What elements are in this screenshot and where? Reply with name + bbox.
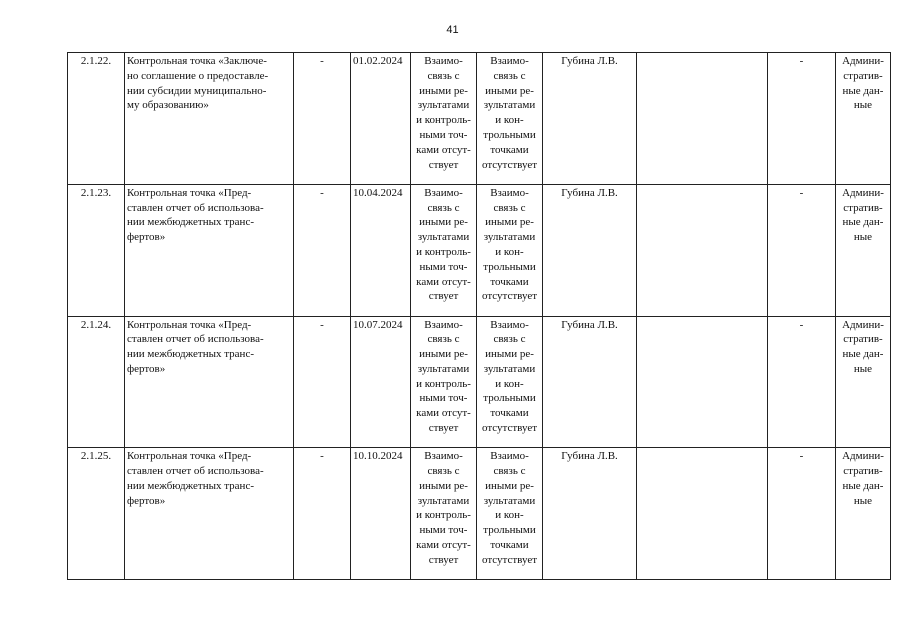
data-source-cell — [836, 316, 891, 448]
relation-line: связь с — [427, 465, 460, 478]
relation-line: зультатами — [483, 99, 536, 112]
data-source-line: стратив- — [843, 333, 883, 346]
control-point-name-line: нии межбюджетных транс- — [127, 479, 254, 492]
data-source-line: ные дан- — [842, 479, 884, 492]
data-source-line: Админи- — [842, 450, 884, 463]
empty-cell — [637, 53, 768, 185]
relation-line: ствует — [428, 158, 459, 171]
control-point-name-line: Контрольная точка «Пред- — [127, 318, 252, 331]
dash-cell: - — [294, 184, 351, 316]
date-cell: 10.10.2024 — [351, 448, 411, 580]
relation-line: зультатами — [483, 362, 536, 375]
date-cell: 10.07.2024 — [351, 316, 411, 448]
relation-line: Взаимо- — [490, 186, 529, 199]
relation-line: иными ре- — [419, 84, 468, 97]
relation-line: связь с — [427, 333, 460, 346]
relation-points-cell — [477, 448, 543, 580]
relation-line: иными ре- — [419, 348, 468, 361]
relation-line: связь с — [427, 201, 460, 214]
data-source-line: ные дан- — [842, 216, 884, 229]
relation-line: ными точ- — [419, 260, 468, 273]
control-point-name-line: фертов» — [127, 362, 166, 375]
relation-line: ными точ- — [419, 392, 468, 405]
row-number-cell: 2.1.25. — [68, 448, 125, 580]
data-source-cell — [836, 184, 891, 316]
relation-results-cell — [411, 53, 477, 185]
relation-line: ными точ- — [419, 128, 468, 141]
relation-line: Взаимо- — [490, 450, 529, 463]
table-row — [68, 448, 891, 580]
control-point-name-line: Контрольная точка «Заключе- — [127, 55, 267, 67]
control-point-name-line: ставлен отчет об использова- — [127, 465, 264, 478]
row-number-cell: 2.1.22. — [68, 53, 125, 185]
dash-cell: - — [768, 448, 836, 580]
relation-line: и кон- — [495, 245, 524, 258]
data-source-line: ные — [853, 99, 873, 112]
relation-line: Взаимо- — [424, 450, 463, 463]
empty-cell — [637, 316, 768, 448]
data-source-cell — [836, 448, 891, 580]
control-points-table — [67, 52, 891, 580]
relation-line: ками отсут- — [416, 143, 471, 156]
relation-results-cell — [411, 448, 477, 580]
relation-line: отсутствует — [481, 158, 538, 171]
control-point-name-line: му образованию» — [127, 99, 209, 112]
data-source-line: Админи- — [842, 55, 884, 67]
relation-line: иными ре- — [419, 479, 468, 492]
relation-line: ками отсут- — [416, 407, 471, 420]
row-number-cell: 2.1.24. — [68, 316, 125, 448]
relation-line: отсутствует — [481, 553, 538, 566]
relation-line: трольными — [483, 524, 536, 537]
relation-line: ствует — [428, 290, 459, 303]
control-point-name-line: ставлен отчет об использова- — [127, 201, 264, 214]
responsible-cell: Губина Л.В. — [543, 184, 637, 316]
row-number-cell: 2.1.23. — [68, 184, 125, 316]
relation-line: Взаимо- — [490, 55, 529, 67]
relation-line: иными ре- — [419, 216, 468, 229]
relation-line: зультатами — [417, 362, 470, 375]
empty-cell — [637, 184, 768, 316]
data-source-line: ные дан- — [842, 348, 884, 361]
control-point-name-line: нии межбюджетных транс- — [127, 348, 254, 361]
relation-line: ными точ- — [419, 524, 468, 537]
data-source-line: ные — [853, 231, 873, 244]
data-source-line: ные — [853, 362, 873, 375]
relation-line: ствует — [428, 553, 459, 566]
control-point-name-cell — [125, 448, 294, 580]
relation-line: и кон- — [495, 114, 524, 127]
table-row — [68, 53, 891, 185]
relation-line: и контроль- — [416, 114, 471, 127]
data-source-line: стратив- — [843, 69, 883, 82]
responsible-cell: Губина Л.В. — [543, 53, 637, 185]
data-source-line: Админи- — [842, 318, 884, 331]
relation-line: трольными — [483, 392, 536, 405]
relation-line: иными ре- — [485, 348, 534, 361]
date-cell: 10.04.2024 — [351, 184, 411, 316]
responsible-cell: Губина Л.В. — [543, 448, 637, 580]
relation-line: связь с — [493, 465, 526, 478]
relation-results-cell — [411, 184, 477, 316]
responsible-cell: Губина Л.В. — [543, 316, 637, 448]
relation-results-cell — [411, 316, 477, 448]
data-source-line: Админи- — [842, 186, 884, 199]
control-point-name-cell — [125, 53, 294, 185]
control-point-name-line: фертов» — [127, 231, 166, 244]
data-source-line: ные дан- — [842, 84, 884, 97]
relation-line: зультатами — [417, 99, 470, 112]
page-number: 41 — [446, 24, 459, 36]
dash-cell: - — [294, 448, 351, 580]
relation-line: ками отсут- — [416, 275, 471, 288]
relation-line: отсутствует — [481, 422, 538, 435]
control-point-name-line: фертов» — [127, 494, 166, 507]
relation-line: трольными — [483, 128, 536, 141]
control-point-name-line: ставлен отчет об использова- — [127, 333, 264, 346]
empty-cell — [637, 448, 768, 580]
relation-line: иными ре- — [485, 84, 534, 97]
date-cell: 01.02.2024 — [351, 53, 411, 185]
relation-line: Взаимо- — [490, 318, 529, 331]
relation-points-cell — [477, 316, 543, 448]
dash-cell: - — [294, 53, 351, 185]
relation-line: ствует — [428, 422, 459, 435]
relation-line: связь с — [427, 69, 460, 82]
relation-line: связь с — [493, 201, 526, 214]
relation-line: точками — [490, 275, 529, 288]
control-point-name-line: Контрольная точка «Пред- — [127, 450, 252, 463]
data-source-line: стратив- — [843, 465, 883, 478]
relation-points-cell — [477, 184, 543, 316]
data-source-cell — [836, 53, 891, 185]
relation-line: связь с — [493, 69, 526, 82]
relation-line: иными ре- — [485, 216, 534, 229]
relation-line: отсутствует — [481, 290, 538, 303]
relation-line: и кон- — [495, 509, 524, 522]
table-row — [68, 316, 891, 448]
control-point-name-line: но соглашение о предоставле- — [127, 69, 269, 82]
data-source-line: стратив- — [843, 201, 883, 214]
dash-cell: - — [294, 316, 351, 448]
relation-line: Взаимо- — [424, 318, 463, 331]
table-row — [68, 184, 891, 316]
dash-cell: - — [768, 316, 836, 448]
relation-line: зультатами — [417, 494, 470, 507]
relation-line: и кон- — [495, 377, 524, 390]
relation-line: точками — [490, 143, 529, 156]
control-point-name-line: Контрольная точка «Пред- — [127, 186, 252, 199]
relation-line: и контроль- — [416, 509, 471, 522]
relation-points-cell — [477, 53, 543, 185]
relation-line: и контроль- — [416, 245, 471, 258]
relation-line: точками — [490, 539, 529, 552]
relation-line: Взаимо- — [424, 186, 463, 199]
relation-line: иными ре- — [485, 479, 534, 492]
dash-cell: - — [768, 53, 836, 185]
relation-line: ками отсут- — [416, 539, 471, 552]
control-point-name-cell — [125, 316, 294, 448]
relation-line: и контроль- — [416, 377, 471, 390]
relation-line: связь с — [493, 333, 526, 346]
data-source-line: ные — [853, 494, 873, 507]
control-point-name-line: нии субсидии муниципально- — [127, 84, 267, 97]
control-point-name-line: нии межбюджетных транс- — [127, 216, 254, 229]
relation-line: зультатами — [483, 231, 536, 244]
dash-cell: - — [768, 184, 836, 316]
relation-line: зультатами — [417, 231, 470, 244]
control-point-name-cell — [125, 184, 294, 316]
relation-line: Взаимо- — [424, 55, 463, 67]
relation-line: трольными — [483, 260, 536, 273]
relation-line: зультатами — [483, 494, 536, 507]
relation-line: точками — [490, 407, 529, 420]
